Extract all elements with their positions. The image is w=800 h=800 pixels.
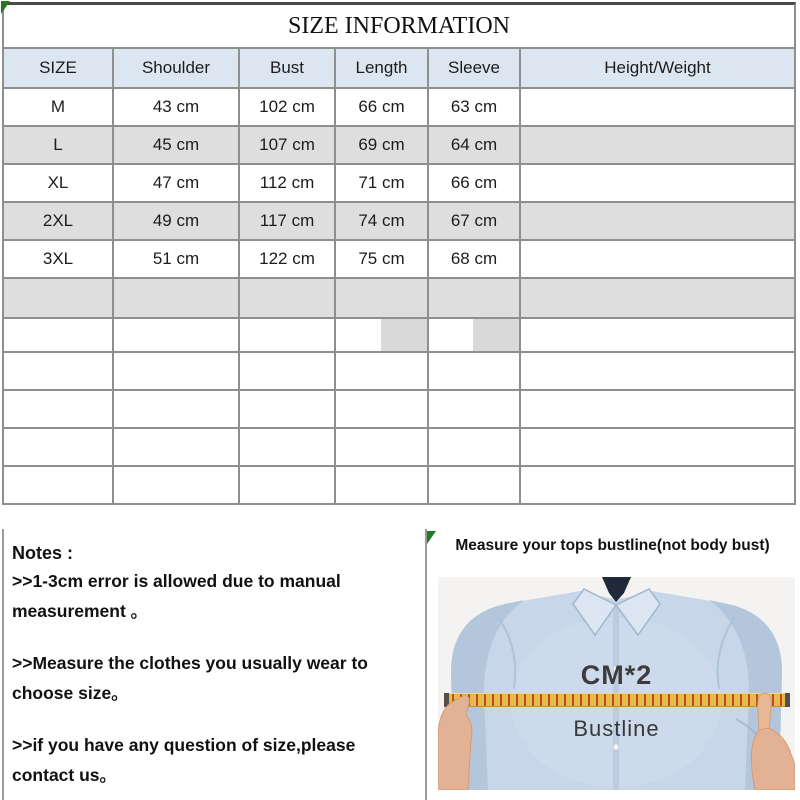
header-height-weight: Height/Weight — [519, 49, 794, 87]
cell-sleeve: 63 cm — [427, 89, 519, 125]
cell-size: 3XL — [42, 249, 74, 268]
cell-length: 75 cm — [334, 241, 427, 277]
cell-length: 74 cm — [334, 203, 427, 239]
gray-patch — [381, 319, 427, 351]
cell-sleeve: 66 cm — [427, 165, 519, 201]
cell-length: 66 cm — [334, 89, 427, 125]
table-title-row — [4, 5, 794, 47]
empty-gray-row — [4, 277, 794, 317]
cell-size: M — [50, 97, 66, 116]
cell-height-weight — [519, 89, 794, 125]
empty-row — [4, 389, 794, 427]
cell-height-weight — [519, 241, 794, 277]
cm-times-2-label: CM*2 — [580, 660, 653, 690]
notes-heading: Notes : — [12, 543, 74, 563]
table-row-xl — [4, 163, 794, 201]
header-size: SIZE — [39, 58, 77, 77]
bustline-label: Bustline — [573, 716, 660, 741]
cell-bust: 102 cm — [238, 89, 334, 125]
table-row-3xl — [4, 239, 794, 277]
empty-row-partial-shading — [4, 317, 794, 351]
cell-bust: 117 cm — [238, 203, 334, 239]
green-corner-marker-bottom — [427, 531, 436, 544]
cell-sleeve: 68 cm — [427, 241, 519, 277]
header-bust: Bust — [238, 49, 334, 87]
cell-shoulder: 47 cm — [112, 165, 238, 201]
empty-row — [4, 465, 794, 503]
cell-length: 71 cm — [334, 165, 427, 201]
cell-height-weight — [519, 203, 794, 239]
hands-illustration — [438, 577, 795, 790]
cell-shoulder: 43 cm — [112, 89, 238, 125]
cell-shoulder: 51 cm — [112, 241, 238, 277]
note-item: >>if you have any question of size,please contact us。 — [12, 735, 356, 785]
empty-row — [4, 427, 794, 465]
header-length: Length — [334, 49, 427, 87]
note-item: >>Measure the clothes you usually wear to choose size。 — [12, 653, 368, 703]
cell-bust: 107 cm — [238, 127, 334, 163]
cell-sleeve: 67 cm — [427, 203, 519, 239]
cell-size: L — [4, 127, 112, 163]
cell-shoulder: 45 cm — [112, 127, 238, 163]
gray-patch — [473, 319, 519, 351]
green-corner-marker-top — [1, 1, 10, 14]
empty-row — [4, 351, 794, 389]
table-header-row — [4, 47, 794, 87]
cell-size: XL — [47, 173, 69, 192]
measure-caption: Measure your tops bustline(not body bust) — [455, 537, 770, 554]
bustline-measure-photo — [438, 577, 795, 790]
page-title: SIZE INFORMATION — [288, 12, 510, 39]
table-row-m — [4, 87, 794, 125]
header-shoulder: Shoulder — [112, 49, 238, 87]
header-sleeve: Sleeve — [427, 49, 519, 87]
table-row-l — [4, 125, 794, 163]
bottom-section-divider — [425, 529, 427, 800]
cell-length: 69 cm — [334, 127, 427, 163]
cell-bust: 122 cm — [238, 241, 334, 277]
table-row-2xl — [4, 201, 794, 239]
notes-section — [2, 529, 425, 800]
cell-height-weight — [519, 127, 794, 163]
cell-height-weight — [519, 165, 794, 201]
note-item: >>1-3cm error is allowed due to manual measurement 。 — [12, 571, 341, 621]
cell-bust: 112 cm — [238, 165, 334, 201]
size-table — [2, 2, 796, 505]
cell-size: 2XL — [4, 203, 112, 239]
cell-sleeve: 64 cm — [427, 127, 519, 163]
cell-shoulder: 49 cm — [112, 203, 238, 239]
